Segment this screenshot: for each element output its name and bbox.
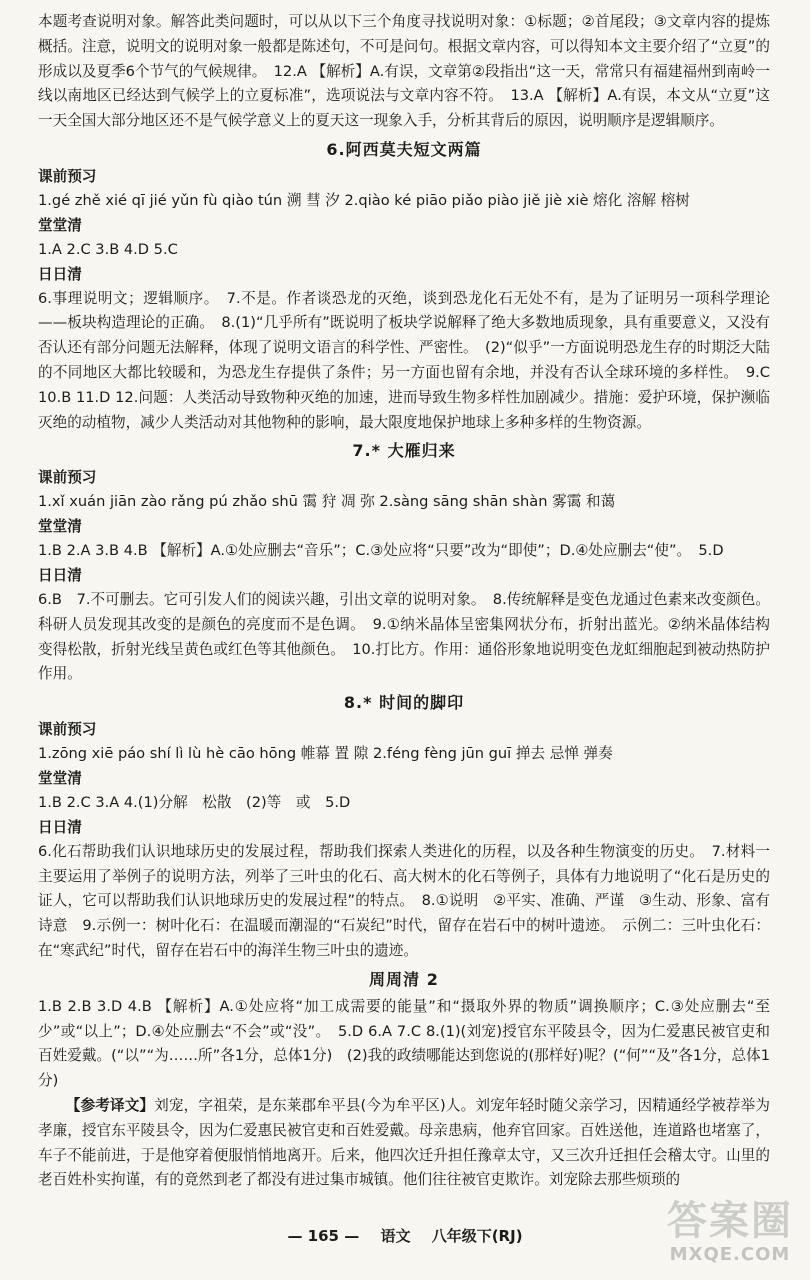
- page-number: — 165 —: [287, 1227, 360, 1245]
- heading-preview: 课前预习: [38, 721, 97, 739]
- page-content: [38, 10, 770, 1193]
- answer-preview: 1.zōng xiē páo shí lì lù hè cāo hōng 帷幕 置 隙 2.féng fèng jūn guī 掸去 忌惮 弹奏: [38, 745, 613, 763]
- answer-classwork: 1.B 2.C 3.A 4.(1)分解 松散 (2)等 或 5.D: [38, 793, 351, 811]
- section-title-weekly: 周周清 2: [369, 969, 439, 989]
- watermark-logo: [660, 1198, 800, 1276]
- section-title-8: 8.* 时间的脚印: [343, 693, 465, 713]
- heading-daily: 日日清: [38, 566, 82, 584]
- answer-daily: 6.化石帮助我们认识地球历史的发展过程，帮助我们探索人类进化的历程，以及各种生物演变的历史。 7.材料一主要运用了举例子的说明方法，列举了三叶虫的化石、高大树木的化石等例子，具体有力地说明了“化石是历史的证人，它可以帮助我们认识地球历史的发展过程”的特点。 8.①说明 ②平实、准确、严谨 ③生动、形象、富有诗意 9.示例一：树叶化石：在温暖而潮湿的“石炭纪”时代，留存在岩石中的树叶遗迹。 示例二：三叶虫化石：在“寒武纪”时代，留存在岩石中的海洋生物三叶虫的遗迹。: [38, 842, 770, 959]
- reference-translation: [38, 1094, 770, 1193]
- answer-preview: 1.xǐ xuán jiān zào rǎng pú zhǎo shū 霭 狩 凋 弥 2.sàng sāng shān shàn 雾霭 和蔼: [38, 493, 616, 511]
- watermark-text: 答案圈: [667, 1198, 793, 1244]
- section-title-6: 6.阿西莫夫短文两篇: [326, 139, 482, 159]
- heading-classwork: 堂堂清: [38, 769, 82, 787]
- watermark-url: MXQE.COM: [669, 1244, 791, 1265]
- heading-classwork: 堂堂清: [38, 518, 82, 536]
- answer-preview: 1.gé zhě xié qī jié yǔn fù qiào tún 溯 彗 汐 2.qiào ké piāo piǎo piào jiě jiè xiè 熔化 溶解 榕树: [38, 191, 690, 209]
- heading-preview: 课前预习: [38, 469, 97, 487]
- heading-daily: 日日清: [38, 265, 82, 283]
- intro-paragraph: 本题考查说明对象。解答此类问题时，可以从以下三个角度寻找说明对象：①标题；②首尾段；③文章内容的提炼概括。注意，说明文的说明对象一般都是陈述句，不可是问句。根据文章内容，可以得知本文主要介绍了“立夏”的形成以及夏季6个节气的气候规律。 12.A 【解析】A.有误，文章第②段指出“这一天，常常只有福建福州到南岭一线以南地区已经达到气候学上的立夏标准”，选项说法与文章内容不符。 13.A 【解析】A.有误，本文从“立夏”这一天全国大部分地区还不是气候学意义上的夏天这一现象入手，分析其背后的原因，说明顺序是逻辑顺序。: [38, 13, 770, 130]
- footer-subject: 语文: [380, 1227, 411, 1245]
- translation-text: 刘宠，字祖荣，是东莱郡牟平县(今为牟平区)人。刘宠年轻时随父亲学习，因精通经学被荐举为孝廉，授官东平陵县令，因为仁爱惠民被官吏和百姓爱戴。母亲患病，他弃官回家。百姓送他，连道路也堵塞了，车子不能前进，于是他穿着便服悄悄地离开。后来，他四次迁升担任豫章太守，又三次升迁担任会稽太守。山里的老百姓朴实拘谨，有的竟然到老了都没有进过集市城镇。他们往往被官吏欺诈。刘宠除去那些烦琐的: [38, 1096, 770, 1189]
- answer-daily: 6.事理说明文；逻辑顺序。 7.不是。作者谈恐龙的灭绝，谈到恐龙化石无处不有，是为了证明另一项科学理论——板块构造理论的正确。 8.(1)“几乎所有”既说明了板块学说解释了绝大多数地质现象，具有重要意义，又没有否认还有部分问题无法解释，体现了说明文语言的科学性、严密性。 (2)“似乎”一方面说明恐龙生存的时期泛大陆的不同地区大都比较暖和，为恐龙生存提供了条件；另一方面也留有余地，并没有否认全球环境的多样性。 9.C 10.B 11.D 12.问题：人类活动导致物种灭绝的加速，进而导致生物多样性加剧减少。措施：爱护环境，保护濒临灭绝的动植物，减少人类活动对其他物种的影响，最大限度地保护地球上多种多样的生物资源。: [38, 289, 770, 431]
- footer-grade: 八年级下(RJ): [431, 1227, 523, 1245]
- heading-daily: 日日清: [38, 818, 82, 836]
- answer-classwork: 1.B 2.A 3.B 4.B 【解析】A.①处应删去“音乐”；C.③处应将“只要”改为“即使”；D.④处应删去“使”。 5.D: [38, 542, 724, 560]
- section-title-7: 7.* 大雁归来: [352, 441, 456, 461]
- heading-preview: 课前预习: [38, 167, 97, 185]
- answer-classwork: 1.A 2.C 3.B 4.D 5.C: [38, 240, 178, 258]
- heading-classwork: 堂堂清: [38, 216, 82, 234]
- answer-daily: 6.B 7.不可删去。它可引发人们的阅读兴趣，引出文章的说明对象。 8.传统解释是变色龙通过色素来改变颜色。科研人员发现其改变的是颜色的亮度而不是色调。 9.①纳米晶体呈密集网状分布，折射出蓝光。②纳米晶体结构变得松散，折射光线呈黄色或红色等其他颜色。 10.打比方。作用：通俗形象地说明变色龙虹细胞起到被动热防护作用。: [38, 590, 770, 683]
- answer-weekly: 1.B 2.B 3.D 4.B 【解析】A.①处应将“加工成需要的能量”和“摄取外界的物质”调换顺序；C.③处应删去“至少”或“以上”；D.④处应删去“不会”或“没”。 5.D 6.A 7.C 8.(1)(刘宠)授官东平陵县令，因为仁爱惠民被官吏和百姓爱戴。(“以”“为……所”各1分，总体1分) (2)我的政绩哪能达到您说的(那样好)呢？(“何”“及”各1分，总体1分): [38, 997, 770, 1090]
- translation-label: 【参考译文】: [65, 1096, 155, 1114]
